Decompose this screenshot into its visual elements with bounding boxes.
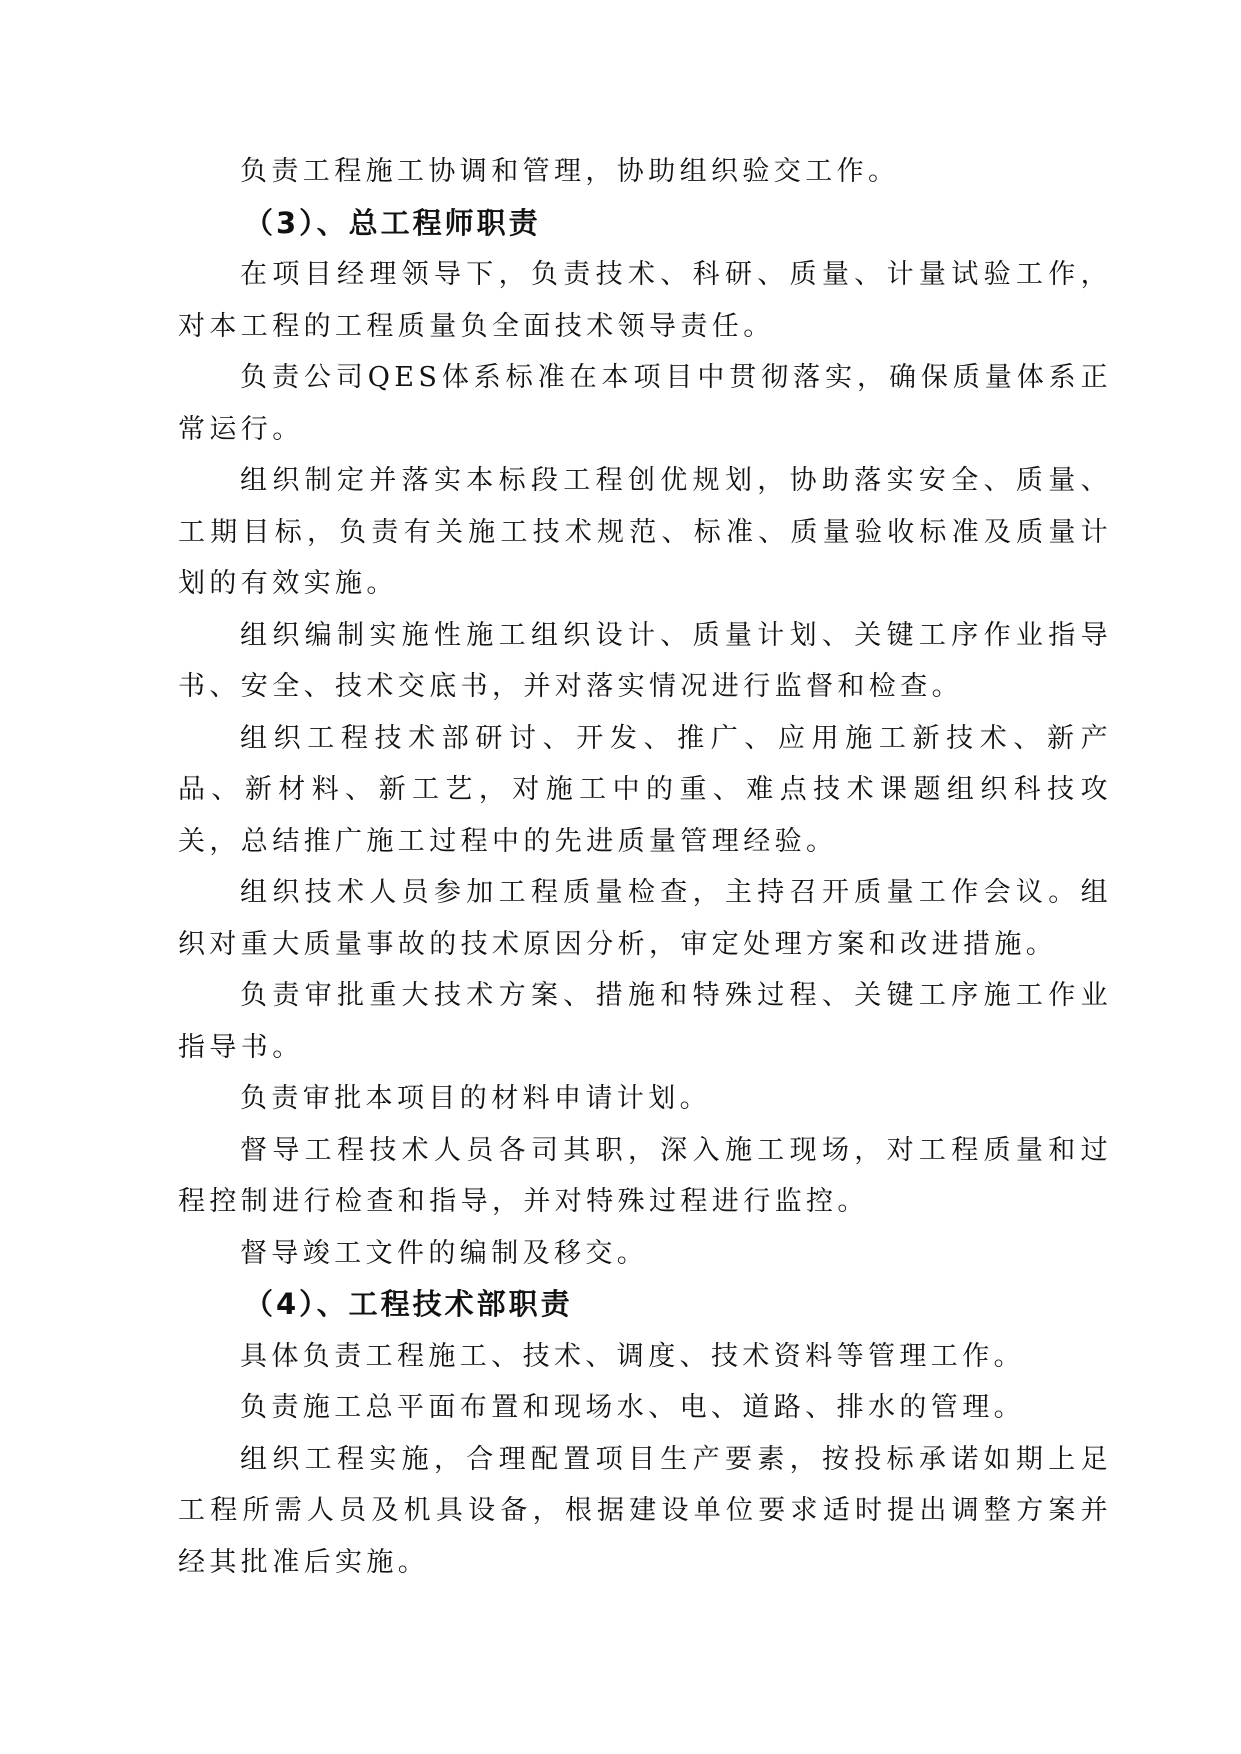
paragraph-excellence-plan: 组织制定并落实本标段工程创优规划，协助落实安全、质量、工期目标，负责有关施工技术规范、标准、质量验收标准及质量计划的有效实施。 bbox=[178, 465, 1112, 599]
paragraph-site-layout: 负责施工总平面布置和现场水、电、道路、排水的管理。 bbox=[240, 1392, 1025, 1423]
paragraph-construction-design: 组织编制实施性施工组织设计、质量计划、关键工序作业指导书、安全、技术交底书，并对落实情况进行监督和检查。 bbox=[178, 619, 1112, 702]
paragraph-material-plan: 负责审批本项目的材料申请计划。 bbox=[240, 1083, 711, 1114]
paragraph-supervise-staff: 督导工程技术人员各司其职，深入施工现场，对工程质量和过程控制进行检查和指导，并对特殊过程进行监控。 bbox=[178, 1134, 1112, 1217]
paragraph-qes-system: 负责公司QES体系标准在本项目中贯彻落实，确保质量体系正常运行。 bbox=[178, 362, 1112, 445]
paragraph-coordination: 负责工程施工协调和管理，协助组织验交工作。 bbox=[240, 156, 900, 187]
paragraph-approve-plans: 负责审批重大技术方案、措施和特殊过程、关键工序施工作业指导书。 bbox=[178, 980, 1112, 1063]
document-body bbox=[178, 146, 1112, 1588]
section-heading-engineering-dept: （4）、工程技术部职责 bbox=[244, 1287, 573, 1321]
paragraph-quality-inspection: 组织技术人员参加工程质量检查，主持召开质量工作会议。组织对重大质量事故的技术原因分析，审定处理方案和改进措施。 bbox=[178, 877, 1112, 960]
paragraph-management-work: 具体负责工程施工、技术、调度、技术资料等管理工作。 bbox=[240, 1340, 1025, 1372]
paragraph-completion-documents: 督导竣工文件的编制及移交。 bbox=[240, 1237, 649, 1269]
paragraph-project-implementation: 组织工程实施，合理配置项目生产要素，按投标承诺如期上足工程所需人员及机具设备，根据建设单位要求适时提出调整方案并经其批准后实施。 bbox=[178, 1443, 1112, 1578]
section-heading-chief-engineer: （3）、总工程师职责 bbox=[244, 205, 541, 240]
paragraph-new-technology: 组织工程技术部研讨、开发、推广、应用施工新技术、新产品、新材料、新工艺，对施工中的重、难点技术课题组织科技攻关，总结推广施工过程中的先进质量管理经验。 bbox=[178, 722, 1112, 857]
paragraph-technical-leadership: 在项目经理领导下，负责技术、科研、质量、计量试验工作，对本工程的工程质量负全面技术领导责任。 bbox=[178, 259, 1112, 342]
